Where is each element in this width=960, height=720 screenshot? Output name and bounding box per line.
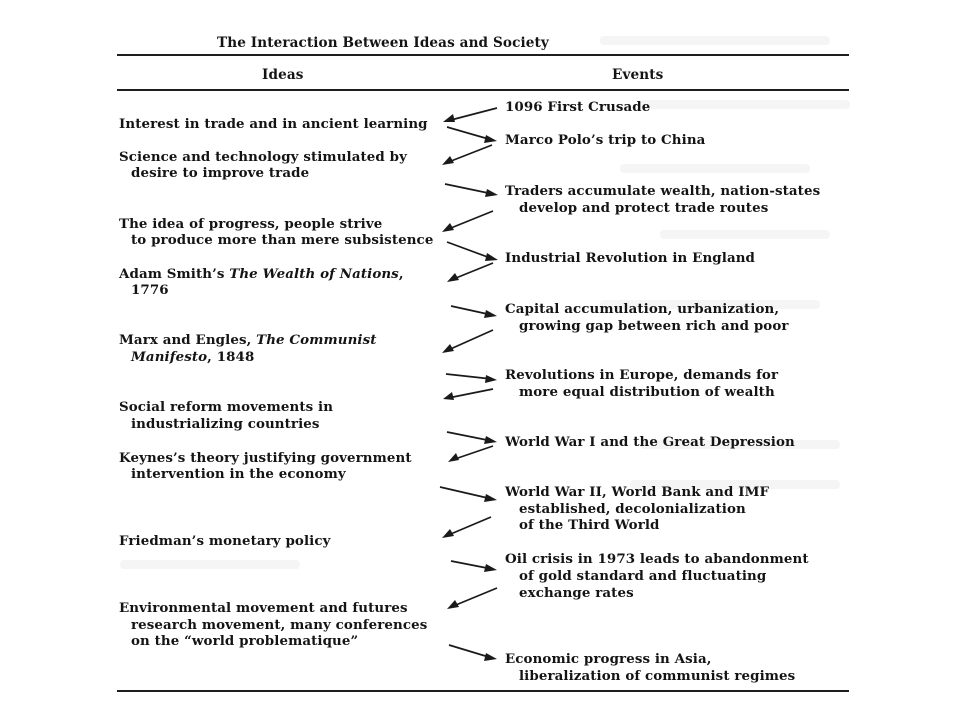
table-title: The Interaction Between Ideas and Society: [217, 35, 549, 51]
arrow-friedman-to-oil-crisis: [451, 561, 497, 572]
event-traders-line2: develop and protect trade routes: [519, 200, 769, 216]
event-ww1-depression: World War I and the Great Depression: [505, 434, 795, 450]
arrow-revolutions-to-social-reform: [443, 389, 493, 400]
event-oil-crisis-line2: of gold standard and fluctuating: [519, 568, 767, 584]
event-ww2: World War II, World Bank and IMF: [505, 484, 770, 500]
idea-keynes: Keynes’s theory justifying government: [119, 450, 412, 466]
idea-keynes-line2: intervention in the economy: [131, 466, 346, 482]
arrow-keynes-to-ww2: [440, 487, 497, 502]
arrow-progress-to-industrial: [447, 242, 498, 261]
event-capital-accumulation-line2: growing gap between rich and poor: [519, 318, 789, 334]
arrow-industrial-to-smith: [447, 263, 493, 282]
event-industrial-revolution: Industrial Revolution in England: [505, 250, 756, 266]
arrow-ww2-to-friedman: [442, 517, 491, 538]
idea-social-reform-line2: industrializing countries: [131, 416, 320, 432]
idea-social-reform: Social reform movements in: [119, 399, 334, 415]
arrow-ww1-to-keynes: [448, 446, 493, 462]
arrow-smith-to-capital: [451, 306, 497, 318]
idea-marx-engles-line2: Manifesto, 1848: [131, 349, 255, 365]
idea-environmental-line3: on the “world problematique”: [131, 633, 359, 649]
idea-environmental-line2: research movement, many conferences: [131, 617, 428, 633]
arrow-marco-polo-to-science: [442, 145, 492, 165]
event-marco-polo: Marco Polo’s trip to China: [505, 132, 706, 148]
idea-marx-engles: Marx and Engles, The Communist: [119, 332, 377, 348]
idea-adam-smith-year: 1776: [131, 282, 169, 298]
ideas-column-header: Ideas: [262, 67, 304, 83]
arrow-science-to-traders: [445, 184, 498, 197]
idea-science-technology-line2: desire to improve trade: [131, 165, 310, 181]
event-revolutions-europe-line2: more equal distribution of wealth: [519, 384, 775, 400]
arrow-crusade-to-trade: [443, 108, 497, 122]
events-column-header: Events: [612, 67, 664, 83]
arrow-marx-to-revolutions: [446, 374, 497, 383]
arrow-oil-crisis-to-environmental: [447, 588, 497, 609]
idea-environmental: Environmental movement and futures: [119, 600, 408, 616]
event-oil-crisis: Oil crisis in 1973 leads to abandonment: [505, 551, 809, 567]
arrow-social-reform-to-ww1: [447, 432, 497, 444]
event-oil-crisis-line3: exchange rates: [519, 585, 634, 601]
event-asia-progress: Economic progress in Asia,: [505, 651, 712, 667]
idea-trade-learning: Interest in trade and in ancient learning: [119, 116, 428, 132]
event-ww2-line3: of the Third World: [519, 517, 660, 533]
idea-progress: The idea of progress, people strive: [119, 216, 383, 232]
arrow-environmental-to-asia: [449, 645, 497, 661]
event-first-crusade: 1096 First Crusade: [505, 99, 651, 115]
event-revolutions-europe: Revolutions in Europe, demands for: [505, 367, 779, 383]
event-capital-accumulation: Capital accumulation, urbanization,: [505, 301, 780, 317]
event-asia-progress-line2: liberalization of communist regimes: [519, 668, 796, 684]
idea-adam-smith: Adam Smith’s The Wealth of Nations,: [119, 266, 404, 282]
arrow-traders-to-progress: [442, 211, 493, 232]
idea-friedman: Friedman’s monetary policy: [119, 533, 331, 549]
idea-science-technology: Science and technology stimulated by: [119, 149, 407, 165]
arrow-capital-to-marx: [442, 330, 493, 353]
arrow-trade-to-marco-polo: [447, 127, 497, 143]
event-ww2-line2: established, decolonialization: [519, 501, 746, 517]
idea-progress-line2: to produce more than mere subsistence: [131, 232, 434, 248]
event-traders: Traders accumulate wealth, nation-states: [505, 183, 821, 199]
